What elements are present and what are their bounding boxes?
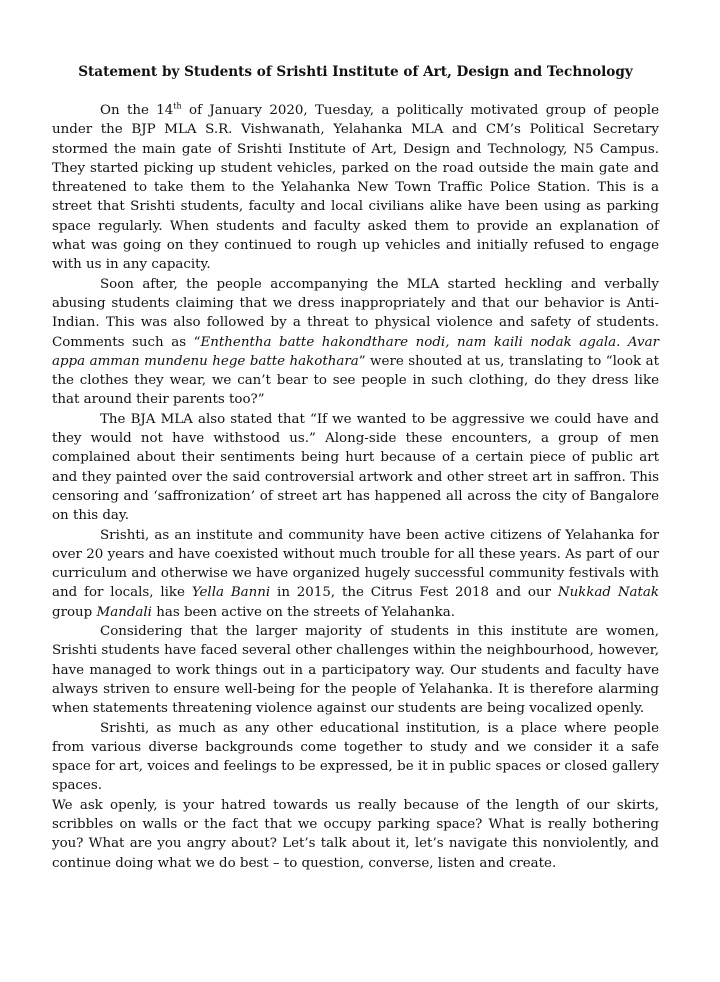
festival-name-yella-banni: Yella Banni <box>191 585 271 601</box>
paragraph-2 <box>52 275 659 410</box>
paragraph-4-text-c: group <box>52 604 97 620</box>
paragraph-5: Considering that the larger majority of students in this institute are women, Srishti students have faced several other challenges within the neighbourhood, however, have managed to work things out in a participatory way. Our students and faculty have always striven to ensure well-being for the people of Yelahanka. It is therefore alarming when statements threatening violence against our students are being vocalized openly. <box>52 624 659 717</box>
paragraph-4-text-a: Srishti, as an institute and community have been active citizens of Yelahanka for over 20 years and have coexisted without much trouble for all these years. As part of our curriculum and otherwise we have organized hugely successful community festivals with and for locals, like <box>52 527 659 601</box>
paragraph-2-text-b: ” were shouted at us, translating to “look at the clothes they wear, we can’t bear to see people in such clothing, do they dress like that around their parents too?” <box>52 353 659 408</box>
paragraph-1 <box>52 101 659 275</box>
paragraph-4-text-d: has been active on the streets of Yelahanka. <box>151 604 456 620</box>
paragraph-1-text-b: of January 2020, Tuesday, a politically motivated group of people under the BJP MLA S.R. Vishwanath, Yelahanka MLA and CM’s Political Secretary stormed the main gate of Srishti Institute of Art, Design and Technology, N5 Campus. They started picking up student vehicles, parked on the road outside the main gate and threatened to take them to the Yelahanka New Town Traffic Police Station. This is a street that Srishti students, faculty and local civilians alike have been using as parking space regularly. When students and faculty asked them to provide an explanation of what was going on they continued to rough up vehicles and initially refused to engage with us in any capacity. <box>52 103 659 273</box>
group-name-nukkad-natak: Nukkad Natak <box>557 585 660 601</box>
paragraph-3: The BJA MLA also stated that “If we wanted to be aggressive we could have and they would not have withstood us.” Along-side these encounters, a group of men complained about their sentiments being hurt because of a certain piece of public art and they painted over the said controversial artwork and other street art in saffron. This censoring and ‘saffronization’ of street art has happened all across the city of Bangalore on this day. <box>52 411 659 524</box>
paragraph-2-text-a: Soon after, the people accompanying the MLA started heckling and verbally abusing students claiming that we dress inappropriately and that our behavior is Anti-Indian. This was also followed by a threat to physical violence and safety of students. Comments such as “ <box>52 276 659 350</box>
paragraph-4-text-b: in 2015, the Citrus Fest 2018 and our <box>270 585 558 601</box>
paragraph-4 <box>52 526 659 622</box>
document-page <box>52 62 659 873</box>
paragraph-1-text-a: On the 14 <box>100 103 174 118</box>
kannada-quote: Enthentha batte hakondthare nodi, nam kaili nodak agala. Avar appa amman mundenu hege batte hakothara <box>52 334 659 369</box>
ordinal-suffix: th <box>173 101 182 111</box>
group-name-mandali: Mandali <box>96 604 152 620</box>
paragraph-6: Srishti, as much as any other educational institution, is a place where people from various diverse backgrounds come together to study and we consider it a safe space for art, voices and feelings to be expressed, be it in public spaces or closed gallery spaces. <box>52 720 659 794</box>
paragraph-7: We ask openly, is your hatred towards us really because of the length of our skirts, scribbles on walls or the fact that we occupy parking space? What is really bothering you? What are you angry about? Let’s talk about it, let’s navigate this nonviolently, and continue doing what we do best – to question, converse, listen and create. <box>52 797 659 871</box>
document-title: Statement by Students of Srishti Institute of Art, Design and Technology <box>78 64 633 80</box>
